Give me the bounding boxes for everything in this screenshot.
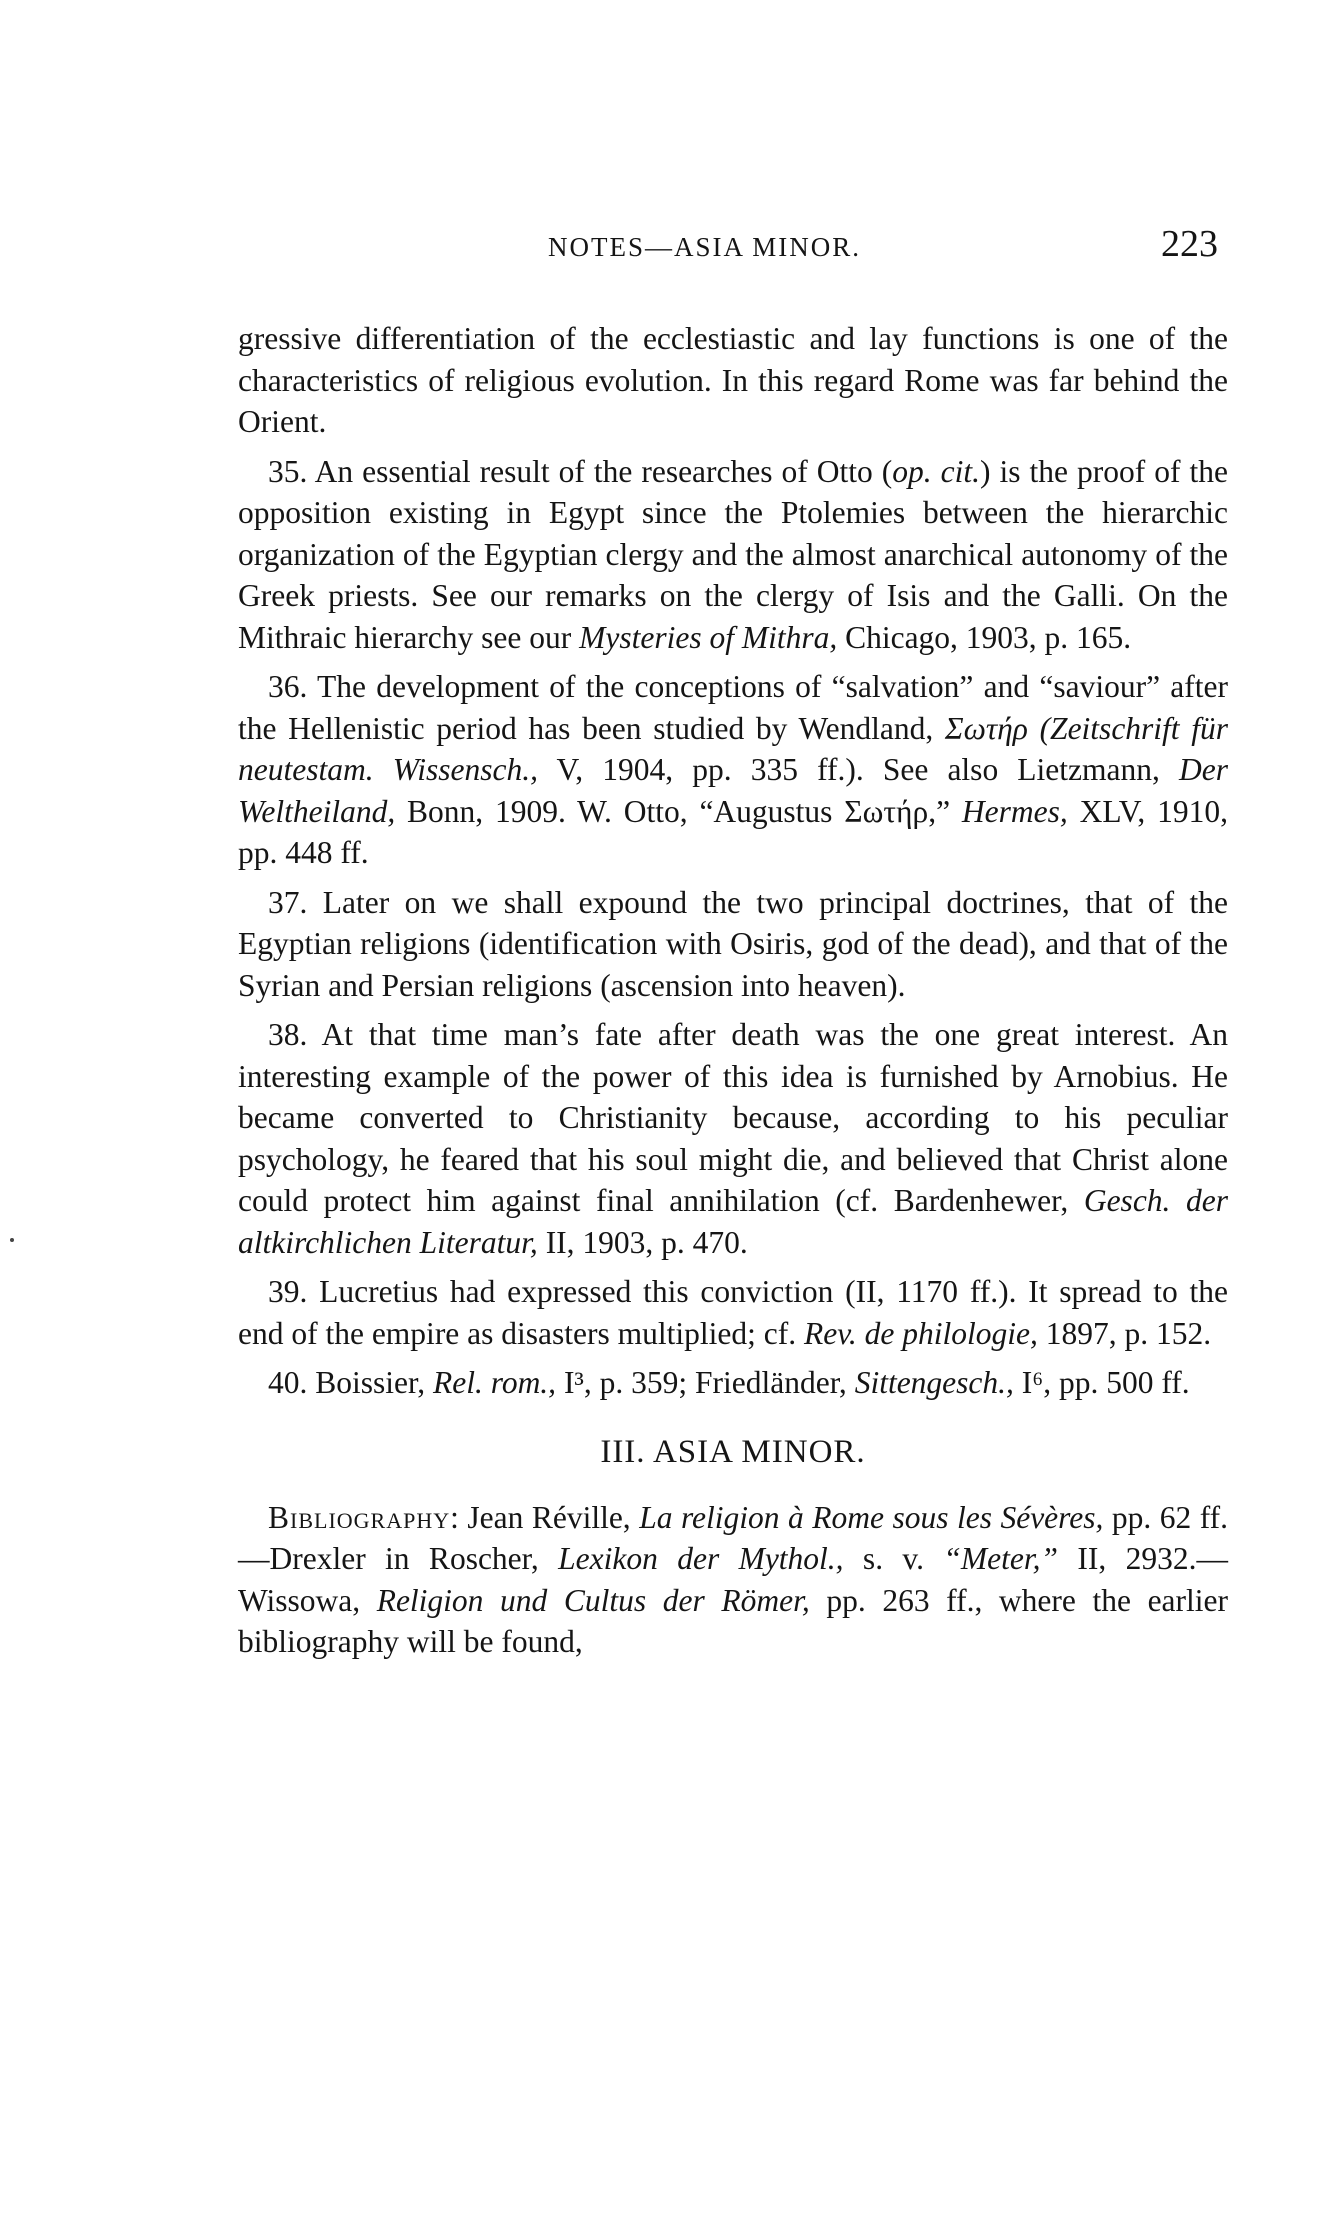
note-text: V, 1904, pp. 335 ff.). See also Lietzmann, bbox=[537, 752, 1179, 787]
bibliography-text: pp. 62 ff.—Drexler in Roscher, bbox=[238, 1499, 1228, 1576]
note-text: 35. An essential result of the researches of Otto ( bbox=[268, 453, 893, 489]
note-35 bbox=[238, 451, 1228, 659]
note-text: 40. Boissier, bbox=[268, 1365, 433, 1400]
note-text: 39. Lucretius had expressed this conviction (II, 1170 ff.). It spread to the end of the empire as disasters multiplied; cf. bbox=[238, 1274, 1228, 1351]
body-text bbox=[238, 318, 1228, 1671]
bibliography-text: pp. 263 ff., where the earlier bibliography will be found, bbox=[238, 1582, 1229, 1659]
note-italic: Hermes, bbox=[961, 793, 1068, 829]
bibliography-italic: “Meter,” bbox=[943, 1541, 1059, 1576]
margin-speck bbox=[10, 1238, 14, 1242]
note-text: XLV, 1910, pp. 448 ff. bbox=[238, 793, 1228, 870]
bibliography-italic: Religion und Cultus der Römer, bbox=[376, 1582, 810, 1618]
note-italic: Rev. de philologie, bbox=[803, 1315, 1038, 1351]
note-38 bbox=[238, 1014, 1228, 1263]
note-39 bbox=[238, 1271, 1228, 1354]
bibliography-label: Bibliography bbox=[268, 1499, 451, 1535]
bibliography-text: II, 2932.—Wissowa, bbox=[238, 1541, 1228, 1618]
page-number: 223 bbox=[1161, 223, 1218, 265]
bibliography-italic: La religion à Rome sous les Sévères, bbox=[639, 1499, 1104, 1535]
note-text: 37. Later on we shall expound the two principal doctrines, that of the Egyptian religions (identification with Osiris, god of the dead), and that of the Syrian and Persian religions (ascension into heaven). bbox=[238, 884, 1228, 1003]
bibliography-text: s. v. bbox=[843, 1541, 944, 1576]
note-40 bbox=[238, 1362, 1228, 1404]
running-title: NOTES—ASIA MINOR. bbox=[548, 232, 862, 262]
note-36 bbox=[238, 666, 1228, 874]
note-text: Chicago, 1903, p. 165. bbox=[837, 619, 1132, 655]
note-text: II, 1903, p. 470. bbox=[537, 1224, 748, 1260]
note-italic: Mysteries of Mithra, bbox=[579, 619, 838, 655]
note-text: ) is the proof of the opposition existing in Egypt since the Ptolemies between the hierarchic organization of the Egyptian clergy and the almost anarchical autonomy of the Greek priests. See our remarks on the clergy of Isis and the Galli. On the Mithraic hierarchy see our bbox=[238, 453, 1228, 655]
note-italic: Sittengesch., bbox=[854, 1365, 1014, 1400]
note-italic: Σωτήρ (Zeitschrift für neutestam. Wissensch., bbox=[238, 710, 1228, 787]
note-text: 36. The development of the conceptions of “salvation” and “saviour” after the Hellenistic period has been studied by Wendland, bbox=[238, 669, 1228, 746]
bibliography-paragraph bbox=[238, 1497, 1228, 1663]
running-head bbox=[238, 222, 1228, 272]
note-text: I⁶, pp. 500 ff. bbox=[1013, 1365, 1190, 1400]
note-italic: Der Weltheiland, bbox=[238, 752, 1228, 829]
note-italic: Rel. rom., bbox=[433, 1365, 557, 1400]
note-text: Bonn, 1909. W. Otto, “Augustus Σωτήρ,” bbox=[395, 793, 962, 829]
note-italic: op. cit. bbox=[892, 453, 981, 489]
paragraph-continued bbox=[238, 318, 1228, 443]
note-italic: Gesch. der altkirchlichen Literatur, bbox=[238, 1183, 1228, 1260]
note-text: 1897, p. 152. bbox=[1037, 1315, 1212, 1351]
note-37 bbox=[238, 882, 1228, 1007]
bibliography-text: : Jean Réville, bbox=[450, 1499, 640, 1535]
note-text: I³, p. 359; Friedländer, bbox=[556, 1365, 855, 1400]
bibliography-italic: Lexikon der Mythol., bbox=[558, 1541, 844, 1576]
note-text: 38. At that time man’s fate after death was the one great interest. An interesting example of the power of this idea is furnished by Arnobius. He became converted to Christianity because, according to his peculiar psychology, he feared that his soul might die, and believed that Christ alone could protect him against final annihilation (cf. Bardenhewer, bbox=[238, 1017, 1228, 1218]
paragraph-text: gressive differentiation of the ecclestiastic and lay functions is one of the characteristics of religious evolution. In this regard Rome was far behind the Orient. bbox=[238, 321, 1228, 439]
section-heading: III. ASIA MINOR. bbox=[600, 1433, 866, 1470]
